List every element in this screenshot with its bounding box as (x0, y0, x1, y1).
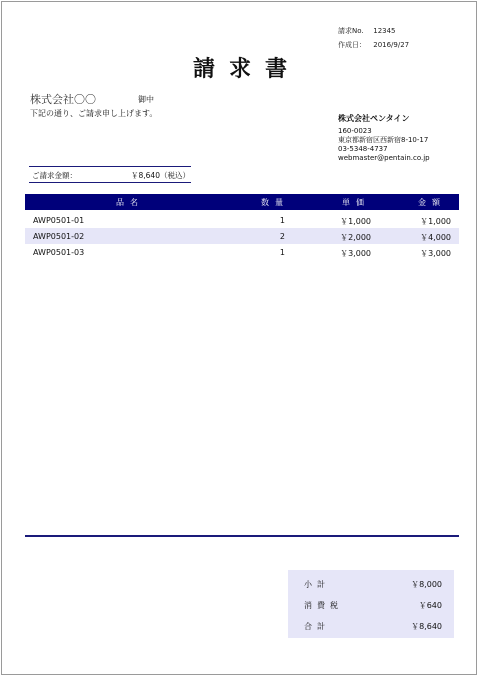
row-price: ￥2,000 (340, 233, 371, 242)
total-amount-label: ご請求金額： (32, 171, 77, 180)
issuer-phone: 03-5348-4737 (338, 145, 388, 153)
client-honorific: 御中 (138, 95, 154, 104)
header-qty: 数量 (261, 198, 289, 207)
issuer-address: 東京都新宿区西新宿8-10-17 (338, 136, 429, 144)
row-amount: ￥4,000 (420, 233, 451, 242)
table-row (25, 228, 459, 244)
subtotal-value: ￥8,000 (411, 580, 442, 589)
subtotal-label: 小計 (304, 580, 330, 589)
row-name: AWP0501-02 (33, 232, 85, 241)
header-name: 品名 (116, 198, 144, 207)
tax-label: 消費税 (304, 601, 343, 610)
invoice-number (338, 26, 396, 36)
row-qty: 1 (279, 216, 285, 225)
grand-total-value: ￥8,640 (411, 622, 442, 631)
summary-box (288, 570, 454, 638)
issuer-email: webmaster@pentain.co.jp (338, 154, 430, 162)
grand-total-label: 合計 (304, 622, 330, 631)
row-amount: ￥3,000 (420, 249, 451, 258)
client-name: 株式会社〇〇 (30, 93, 96, 106)
total-amount-box (29, 166, 191, 183)
row-name: AWP0501-01 (33, 216, 85, 225)
header-price: 単価 (342, 198, 370, 207)
table-row (25, 244, 459, 260)
row-qty: 2 (279, 232, 285, 241)
total-amount-value: ￥8,640（税込） (131, 171, 190, 180)
invoice-date-label: 作成日： (338, 41, 366, 49)
invoice-number-value: 12345 (373, 27, 396, 35)
invoice-date-value: 2016/9/27 (373, 41, 410, 49)
row-amount: ￥1,000 (420, 217, 451, 226)
row-price: ￥3,000 (340, 249, 371, 258)
intro-text: 下記の通り、ご請求申し上げます。 (30, 109, 158, 118)
table-bottom-rule (25, 535, 459, 537)
row-name: AWP0501-03 (33, 248, 85, 257)
summary-total (288, 615, 454, 635)
invoice-page (1, 1, 477, 675)
invoice-date (338, 40, 409, 50)
page-title: 請求書 (192, 57, 301, 82)
summary-subtotal (288, 573, 454, 593)
row-price: ￥1,000 (340, 217, 371, 226)
invoice-number-label: 請求No. (338, 27, 364, 35)
summary-tax (288, 594, 454, 614)
table-row (25, 212, 459, 228)
table-header (25, 194, 459, 210)
header-amount: 金額 (418, 198, 446, 207)
row-qty: 1 (279, 248, 285, 257)
tax-value: ￥640 (418, 601, 442, 610)
issuer-company: 株式会社ペンタイン (338, 114, 410, 123)
issuer-postal: 160-0023 (338, 127, 372, 135)
